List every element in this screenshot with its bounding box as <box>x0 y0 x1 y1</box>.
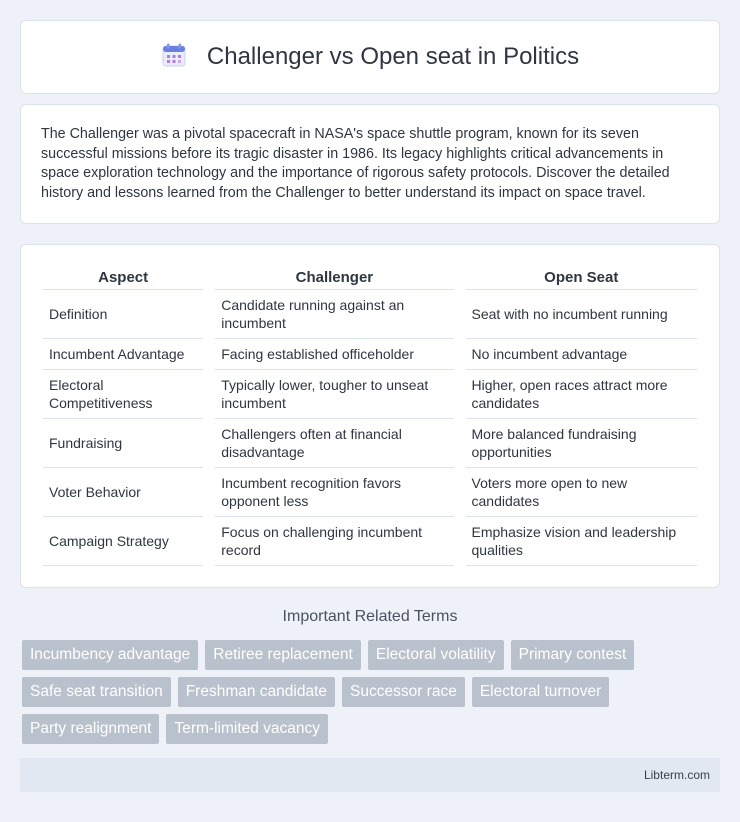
table-cell: More balanced fundraising opportunities <box>466 419 698 468</box>
related-term-tag[interactable]: Electoral volatility <box>368 640 504 670</box>
table-cell: Electoral Competitiveness <box>43 370 203 419</box>
table-cell: Focus on challenging incumbent record <box>215 517 453 566</box>
column-header-challenger: Challenger <box>215 265 453 290</box>
related-term-tag[interactable]: Party realignment <box>22 714 159 744</box>
column-header-open-seat: Open Seat <box>466 265 698 290</box>
table-cell: No incumbent advantage <box>466 339 698 370</box>
column-header-aspect: Aspect <box>43 265 203 290</box>
related-term-tag[interactable]: Safe seat transition <box>22 677 171 707</box>
table-cell: Definition <box>43 290 203 339</box>
table-cell: Fundraising <box>43 419 203 468</box>
intro-text: The Challenger was a pivotal spacecraft in NASA's space shuttle program, known for its seven successful missions before its tragic disaster in 1986. Its legacy highlights critical advancements in space exploration technology and the importance of rigorous safety protocols. Discover the detailed history and lessons learned from the Challenger to better understand its impact on space travel. <box>41 126 670 201</box>
table-row <box>43 290 697 339</box>
related-term-tag[interactable]: Incumbency advantage <box>22 640 198 670</box>
table-cell: Incumbent recognition favors opponent less <box>215 468 453 517</box>
footer-site-link[interactable]: Libterm.com <box>643 768 710 782</box>
calendar-icon <box>161 42 187 73</box>
related-term-tag[interactable]: Successor race <box>342 677 465 707</box>
table-cell: Candidate running against an incumbent <box>215 290 453 339</box>
table-cell: Emphasize vision and leadership qualities <box>466 517 698 566</box>
related-term-tag[interactable]: Retiree replacement <box>205 640 361 670</box>
related-term-tag[interactable]: Term-limited vacancy <box>166 714 328 744</box>
table-row <box>43 370 697 419</box>
related-terms-list <box>22 640 722 744</box>
related-term-tag[interactable]: Primary contest <box>511 640 635 670</box>
table-header-row <box>43 265 697 290</box>
table-cell: Voters more open to new candidates <box>466 468 698 517</box>
table-cell: Incumbent Advantage <box>43 339 203 370</box>
table-cell: Facing established officeholder <box>215 339 453 370</box>
table-cell: Voter Behavior <box>43 468 203 517</box>
page-title: Challenger vs Open seat in Politics <box>206 43 580 70</box>
intro-card <box>20 104 720 224</box>
related-term-tag[interactable]: Electoral turnover <box>472 677 609 707</box>
comparison-table-card <box>20 244 720 588</box>
table-row <box>43 517 697 566</box>
related-terms-title: Important Related Terms <box>282 608 458 625</box>
table-row <box>43 339 697 370</box>
footer <box>20 758 720 792</box>
comparison-table <box>43 265 697 566</box>
table-cell: Campaign Strategy <box>43 517 203 566</box>
table-row <box>43 419 697 468</box>
table-row <box>43 468 697 517</box>
table-cell: Seat with no incumbent running <box>466 290 698 339</box>
table-cell: Higher, open races attract more candidates <box>466 370 698 419</box>
header-card <box>20 20 720 94</box>
related-term-tag[interactable]: Freshman candidate <box>178 677 335 707</box>
table-cell: Challengers often at financial disadvantage <box>215 419 453 468</box>
table-cell: Typically lower, tougher to unseat incumbent <box>215 370 453 419</box>
